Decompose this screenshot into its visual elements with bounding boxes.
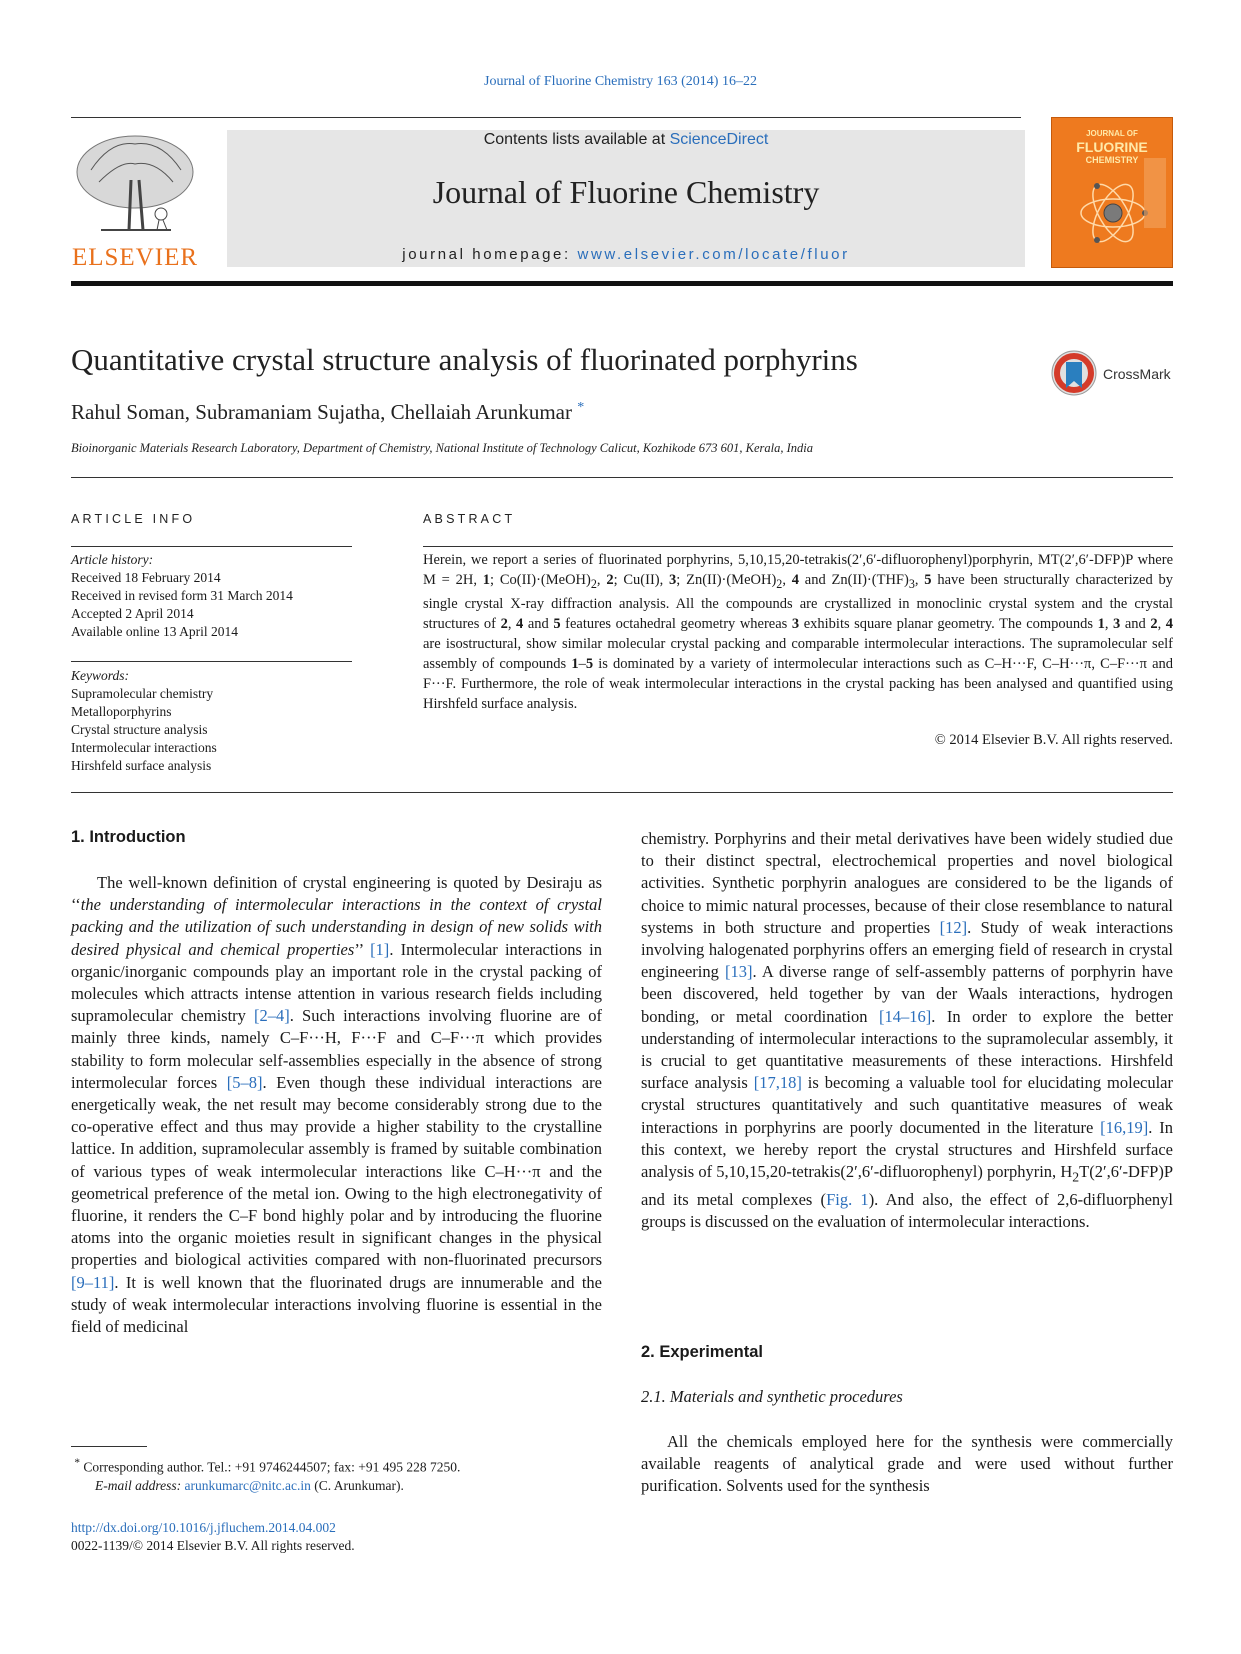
keywords — [71, 667, 352, 775]
email-label: E-mail address: — [95, 1477, 185, 1493]
citation-link: [1] — [370, 939, 390, 959]
doi-link[interactable]: http://dx.doi.org/10.1016/j.jfluchem.2014.04.002 — [71, 1520, 336, 1535]
journal-name: Journal of Fluorine Chemistry — [432, 174, 820, 210]
rule — [71, 477, 1173, 478]
citation-link: [9–11] — [71, 1272, 115, 1292]
journal-banner — [227, 130, 1025, 267]
homepage-prefix: journal homepage: — [402, 246, 578, 263]
article-history — [71, 551, 352, 641]
crossmark-icon — [1051, 350, 1097, 396]
header-thick-rule — [71, 281, 1173, 286]
rule — [71, 546, 352, 547]
rule — [71, 792, 1173, 793]
elsevier-tree-icon — [71, 130, 199, 242]
abstract-text: Herein, we report a series of fluorinated porphyrins, 5,10,15,20-tetrakis(2′,6′-difluorophenyl)porphyrin, MT(2′,6′-DFP)P where M = 2H, 1; $Co(II)\cdot(MeOH)_2$, 2; Cu(II), 3; $Zn(II)\cdot(MeOH)_2$, 4 and $Zn(II)\cdot(THF)_3$, 5 have been structurally characterized by single crystal X-ray diffraction analysis. All the compounds are crystallized in monoclinic crystal system and the crystal structures of 2, 4 and 5 features octahedral geometry whereas 3 exhibits square planar geometry. The compounds 1, 3 and 2, 4 are isostructural, show similar molecular crystal packing and comparable intermolecular interactions. The supramolecular self assembly of compounds 1–5 is dominated by a variety of intermolecular interactions such as C–H···F, C–H···π, C–F···π and F···F. Furthermore, the role of weak intermolecular interactions in the crystal packing has been analysed and quantified using Hirshfeld surface analysis. — [423, 552, 1174, 712]
citation-link: [16,19] — [1100, 1117, 1149, 1137]
rule — [71, 661, 352, 662]
doi-block — [71, 1519, 355, 1555]
issn-line: 0022-1139/© 2014 Elsevier B.V. All rights reserved. — [71, 1538, 355, 1553]
introduction-continued: chemistry. Porphyrins and their metal derivatives have been widely studied due to their distinct spectral, electrochemical properties and novel biological activities. Synthetic porphyrin analogues are considered to be the ligands of choice to mimic natural processes, because of their close resemblance to natural systems in both structure and properties [12]. Study of weak interactions involving halogenated porphyrins offers an emerging field of research in crystal engineering [13]. A diverse range of self-assembly patterns of porphyrin have been discovered, held together by van der Waals interactions, hydrogen bonding, or metal coordination [14–16]. In order to explore the better understanding of intermolecular interactions to the supramolecular assembly, it is crucial to get quantitative measurements of these interactions. Hirshfeld surface analysis [17,18] is becoming a valuable tool for elucidating molecular crystal structures quantitatively and such quantitative measures of weak interactions in porphyrins are poorly documented in the literature [16,19]. In this context, we hereby report the crystal structures and Hirshfeld surface analysis of 5,10,15,20-tetrakis(2′,6′-difluorophenyl) porphyrin, $H_2T(2',6'-DFP)P$ and its metal complexes (Fig. 1). And also, the effect of 2,6-difluorphenyl groups is discussed on the evaluation of intermolecular interactions. — [641, 829, 1173, 1231]
citation-link: [12] — [939, 917, 968, 937]
journal-citation[interactable]: Journal of Fluorine Chemistry 163 (2014) 16–22 — [484, 74, 757, 89]
history-item: Accepted 2 April 2014 — [71, 606, 194, 621]
footnote-text: Corresponding author. Tel.: +91 9746244507; fax: +91 495 228 7250. — [80, 1459, 461, 1475]
elsevier-logo — [71, 130, 199, 272]
keyword: Intermolecular interactions — [71, 740, 217, 755]
article-info-heading: ARTICLE INFO — [71, 512, 196, 526]
citation-link: [2–4] — [254, 1006, 290, 1026]
cover-title-line: FLUORINE — [1076, 139, 1148, 155]
homepage-line — [227, 246, 1025, 263]
article-title: Quantitative crystal structure analysis of fluorinated porphyrins — [71, 342, 858, 377]
footnote — [71, 1454, 631, 1495]
corresponding-author-mark[interactable]: * — [577, 400, 585, 415]
crossmark-badge[interactable] — [1051, 350, 1176, 398]
email-suffix: (C. Arunkumar). — [310, 1477, 404, 1493]
publisher-name: ELSEVIER — [71, 244, 199, 271]
history-item: Received 18 February 2014 — [71, 570, 221, 585]
keyword: Supramolecular chemistry — [71, 686, 214, 701]
abstract-heading: ABSTRACT — [423, 512, 516, 526]
figure-link: Fig. 1 — [826, 1189, 869, 1209]
homepage-link[interactable]: www.elsevier.com/locate/fluor — [577, 246, 850, 263]
introduction-paragraph: The well-known definition of crystal engineering is quoted by Desiraju as ‘‘the understanding of intermolecular interactions in the context of crystal packing and the utilization of such understanding in design of new solids with desired physical and chemical properties’’ [1]. Intermolecular interactions in organic/inorganic compounds play an important role in the crystal packing of molecules which attracts intense attention in various research fields including supramolecular chemistry [2–4]. Such interactions involving fluorine are of mainly three kinds, namely C–F···H, F···F and C–F···π which provides stability to form molecular self-assemblies especially in the absence of strong intermolecular forces [5–8]. Even though these individual interactions are energetically weak, the net result may become considerably strong due to the co-operative effect and thus may provide a higher stability to the crystalline lattice. In addition, supramolecular assembly is framed by suitable combination of various types of weak intermolecular interactions like C–H···π and the geometrical preference of the metal ion. Owing to the high electronegativity of fluorine, it renders the C–F bond highly polar and by introducing the fluorine atoms into the organic moieties result in significant changes in the physical properties and biological activities compared with non-fluorinated precursors [9–11]. It is well known that the fluorinated drugs are innumerable and the study of weak intermolecular interactions involving fluorine is essential in the field of medicinal — [71, 873, 602, 1337]
footnote-mark: * — [74, 1457, 80, 1469]
subsection-heading-materials: 2.1. Materials and synthetic procedures — [641, 1387, 903, 1406]
email-link[interactable]: arunkumarc@nitc.ac.in — [184, 1477, 311, 1493]
history-label: Article history: — [71, 552, 154, 567]
keyword: Metalloporphyrins — [71, 704, 172, 719]
materials-paragraph: All the chemicals employed here for the synthesis were commercially available reagents of analytical grade and were used without further purification. Solvents used for the synthesis — [641, 1432, 1173, 1496]
keyword: Crystal structure analysis — [71, 722, 208, 737]
affiliation: Bioinorganic Materials Research Laboratory, Department of Chemistry, National Institute of Technology Calicut, Kozhikode 673 601, Kerala, India — [71, 441, 813, 455]
contents-line — [227, 130, 1025, 149]
footnote-email-line — [71, 1477, 631, 1495]
citation-link: [13] — [725, 962, 753, 982]
cover-title-line: JOURNAL OF — [1086, 129, 1138, 138]
rule — [423, 546, 1173, 547]
journal-cover — [1051, 117, 1173, 268]
footnote-rule — [71, 1446, 147, 1447]
cover-molecule-icon — [1052, 118, 1173, 268]
section-heading-experimental: 2. Experimental — [641, 1343, 763, 1361]
cover-title-line: CHEMISTRY — [1085, 155, 1139, 165]
citation-link: [5–8] — [226, 1072, 263, 1092]
authors-text: Rahul Soman, Subramaniam Sujatha, Chellaiah Arunkumar — [71, 400, 572, 424]
citation-link: [17,18] — [753, 1073, 802, 1093]
sciencedirect-link[interactable]: ScienceDirect — [669, 131, 769, 148]
history-item: Received in revised form 31 March 2014 — [71, 588, 293, 603]
contents-prefix: Contents lists available at — [483, 131, 670, 148]
section-heading-introduction: 1. Introduction — [71, 828, 186, 846]
abstract-copyright: © 2014 Elsevier B.V. All rights reserved. — [934, 732, 1173, 748]
citation-link: [14–16] — [879, 1006, 932, 1026]
footnote-line — [71, 1454, 631, 1477]
crossmark-label: CrossMark — [1103, 366, 1171, 382]
header-rule — [71, 117, 1021, 118]
keywords-label: Keywords: — [71, 668, 129, 683]
author-list — [71, 400, 584, 425]
keyword: Hirshfeld surface analysis — [71, 758, 212, 773]
history-item: Available online 13 April 2014 — [71, 624, 238, 639]
